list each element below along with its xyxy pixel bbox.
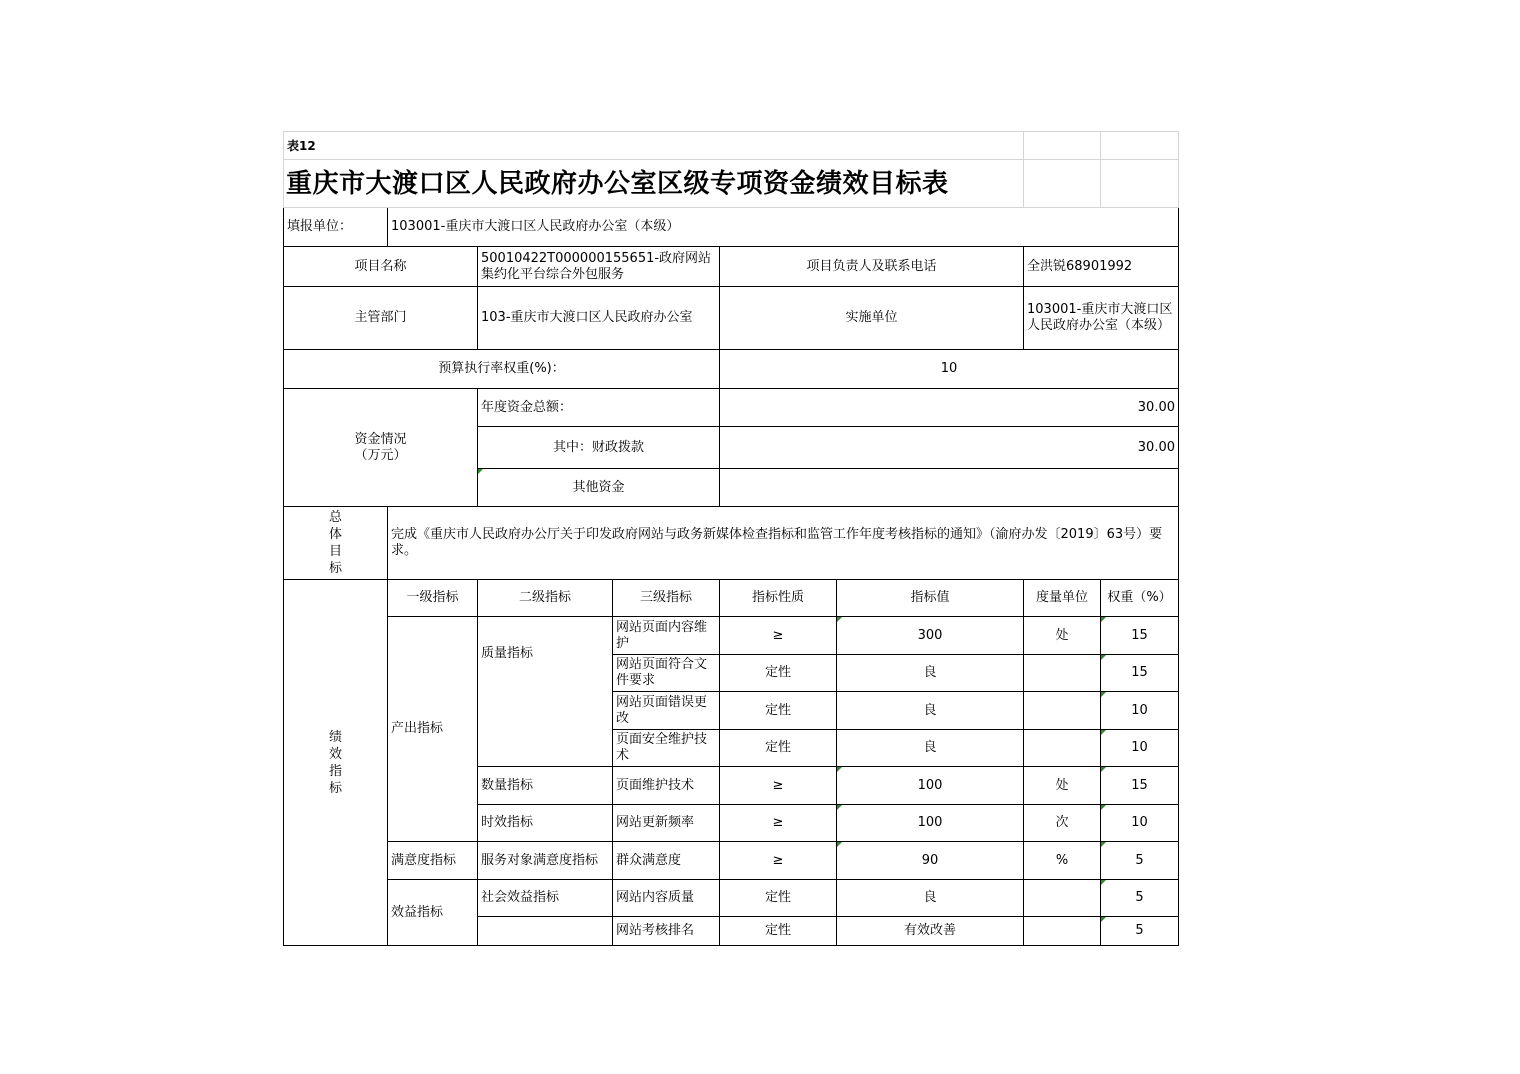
indicator-name: 网站内容质量	[613, 880, 720, 917]
indicator-unit	[1024, 655, 1101, 692]
indicator-unit	[1024, 880, 1101, 917]
indicator-nature: 定性	[720, 730, 837, 767]
indicator-weight: 15	[1101, 617, 1179, 655]
filing-unit-value: 103001-重庆市大渡口区人民政府办公室（本级）	[388, 208, 1179, 247]
indicator-weight: 10	[1101, 692, 1179, 730]
group-output: 产出指标	[388, 617, 478, 842]
indicator-value: 良	[837, 880, 1024, 917]
funds-total-value: 30.00	[720, 389, 1179, 427]
indicator-name: 页面维护技术	[613, 767, 720, 805]
funds-total-label: 年度资金总额：	[478, 389, 720, 427]
indicator-weight: 15	[1101, 655, 1179, 692]
project-name-label: 项目名称	[284, 247, 478, 287]
indicator-unit: %	[1024, 842, 1101, 880]
funds-fiscal-value: 30.00	[720, 427, 1179, 469]
budget-weight-label: 预算执行率权重(%)：	[284, 350, 720, 389]
overall-goal-label-text: 总体目标	[329, 510, 343, 576]
funds-fiscal-label: 其中：财政拨款	[478, 427, 720, 469]
funds-label	[284, 389, 478, 507]
funds-unit: （万元）	[354, 447, 407, 463]
indicator-value: 100	[837, 805, 1024, 842]
indicator-nature: ≥	[720, 805, 837, 842]
funds-label-text: 资金情况	[354, 431, 407, 447]
indicator-value: 良	[837, 692, 1024, 730]
indicator-nature: 定性	[720, 917, 837, 946]
indicator-name: 页面安全维护技术	[613, 730, 720, 767]
overall-goal-text: 完成《重庆市人民政府办公厅关于印发政府网站与政务新媒体检查指标和监管工作年度考核指标的通知》（渝府办发〔2019〕63号）要求。	[388, 507, 1179, 580]
implementing-unit-label: 实施单位	[720, 287, 1024, 350]
performance-indicators-label	[284, 580, 388, 946]
group-service-satisfaction: 服务对象满意度指标	[478, 842, 613, 880]
header-level1: 一级指标	[388, 580, 478, 617]
indicator-value: 有效改善	[837, 917, 1024, 946]
indicator-nature: ≥	[720, 767, 837, 805]
performance-indicators-label-text: 绩效指标	[329, 729, 343, 796]
header-weight: 权重（%）	[1101, 580, 1179, 617]
indicator-value: 良	[837, 730, 1024, 767]
group-quality-cont	[478, 692, 613, 767]
indicator-nature: ≥	[720, 617, 837, 655]
indicator-unit	[1024, 917, 1101, 946]
page-title: 重庆市大渡口区人民政府办公室区级专项资金绩效目标表	[284, 160, 1024, 208]
indicator-name: 群众满意度	[613, 842, 720, 880]
indicator-weight: 10	[1101, 805, 1179, 842]
header-value: 指标值	[837, 580, 1024, 617]
indicator-name: 网站考核排名	[613, 917, 720, 946]
group-satisfaction: 满意度指标	[388, 842, 478, 880]
indicator-weight: 5	[1101, 880, 1179, 917]
indicator-weight: 5	[1101, 842, 1179, 880]
implementing-unit-value: 103001-重庆市大渡口区人民政府办公室（本级）	[1024, 287, 1179, 350]
project-contact-value: 全洪锐68901992	[1024, 247, 1179, 287]
department-label: 主管部门	[284, 287, 478, 350]
indicator-value: 100	[837, 767, 1024, 805]
project-contact-label: 项目负责人及联系电话	[720, 247, 1024, 287]
indicator-weight: 15	[1101, 767, 1179, 805]
budget-weight-value: 10	[720, 350, 1179, 389]
header-level3: 三级指标	[613, 580, 720, 617]
indicator-weight: 10	[1101, 730, 1179, 767]
table-number: 表12	[284, 132, 1024, 160]
header-unit: 度量单位	[1024, 580, 1101, 617]
funds-other-label: 其他资金	[478, 469, 720, 507]
indicator-value: 良	[837, 655, 1024, 692]
indicator-name: 网站页面内容维护	[613, 617, 720, 655]
indicator-unit	[1024, 730, 1101, 767]
indicator-unit	[1024, 692, 1101, 730]
indicator-name: 网站更新频率	[613, 805, 720, 842]
indicator-value: 90	[837, 842, 1024, 880]
group-social: 社会效益指标	[478, 880, 613, 917]
group-quality: 质量指标	[478, 617, 613, 692]
header-level2: 二级指标	[478, 580, 613, 617]
indicator-name: 网站页面错误更改	[613, 692, 720, 730]
indicator-weight: 5	[1101, 917, 1179, 946]
department-value: 103-重庆市大渡口区人民政府办公室	[478, 287, 720, 350]
indicator-nature: 定性	[720, 655, 837, 692]
indicator-nature: ≥	[720, 842, 837, 880]
filing-unit-label: 填报单位：	[284, 208, 388, 247]
indicator-nature: 定性	[720, 692, 837, 730]
group-quantity: 数量指标	[478, 767, 613, 805]
indicator-value: 300	[837, 617, 1024, 655]
indicator-unit: 处	[1024, 767, 1101, 805]
funds-other-value	[720, 469, 1179, 507]
group-benefit: 效益指标	[388, 880, 478, 946]
indicator-name: 网站页面符合文件要求	[613, 655, 720, 692]
indicator-nature: 定性	[720, 880, 837, 917]
project-name-value: 50010422T000000155651-政府网站集约化平台综合外包服务	[478, 247, 720, 287]
performance-target-table	[283, 131, 1179, 946]
group-social-cont	[478, 917, 613, 946]
indicator-unit: 处	[1024, 617, 1101, 655]
indicator-unit: 次	[1024, 805, 1101, 842]
header-nature: 指标性质	[720, 580, 837, 617]
overall-goal-label	[284, 507, 388, 580]
group-timeliness: 时效指标	[478, 805, 613, 842]
